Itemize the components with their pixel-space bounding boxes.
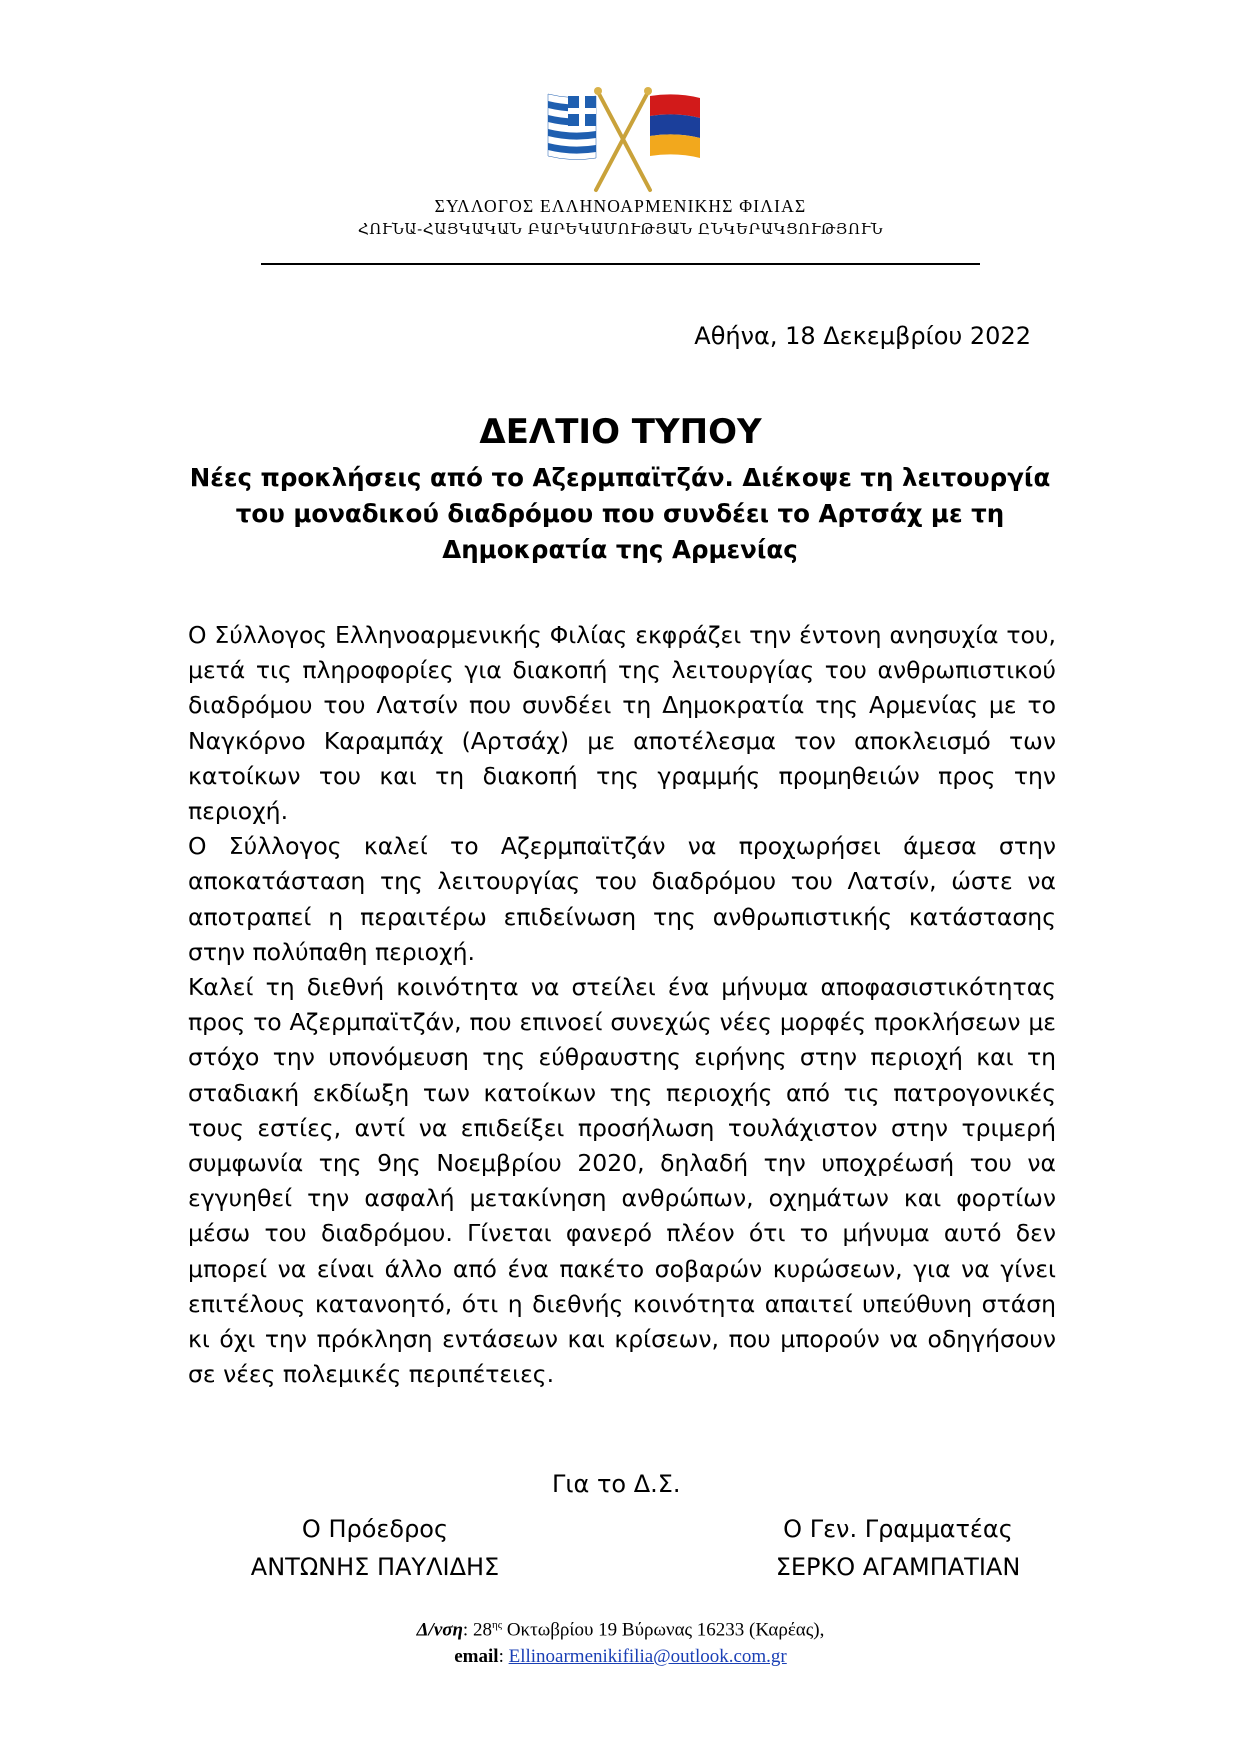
document-title: ΔΕΛΤΙΟ ΤΥΠΟΥ [479,412,762,452]
signature-president [225,1510,525,1586]
body-text [188,618,1056,1392]
address-label: Δ/νση [416,1619,463,1641]
date-line: Αθήνα, 18 Δεκεμβρίου 2022 [694,322,1031,350]
president-role: Ο Πρόεδρος [301,1515,449,1543]
document-subtitle: Νέες προκλήσεις από το Αζερμπαϊτζάν. Διέκοψε τη λειτουργία του μοναδικού διαδρόμου που συνδέει το Αρτσάχ με τη Δημοκρατία της Αρμενίας [189,463,1051,564]
footer-contact [0,1612,1241,1670]
paragraph: Καλεί τη διεθνή κοινότητα να στείλει ένα μήνυμα αποφασιστικότητας προς το Αζερμπαϊτζάν, που επινοεί συνεχώς νέες μορφές προκλήσεων με στόχο την υπονόμευση της εύθραυστης ειρήνης στην περιοχή και τη σταδιακή εκδίωξη των κατοίκων της περιοχής από τις πατρογονικές τους εστίες, αντί να επιδείξει προσήλωση τουλάχιστον στην τριμερή συμφωνία της 9ης Νοεμβρίου 2020, δηλαδή την υποχρέωσή του να εγγυηθεί την ασφαλή μετακίνηση ανθρώπων, οχημάτων και φορτίων μέσω του διαδρόμου. Γίνεται φανερό πλέον ότι το μήνυμα αυτό δεν μπορεί να είναι άλλο από ένα πακέτο σοβαρών κυρώσεων, για να γίνει επιτέλους κατανοητό, ότι η διεθνής κοινότητα απαιτεί υπεύθυνη στάση κι όχι την πρόκληση εντάσεων και κρίσεων, που μπορούν να οδηγήσουν σε νέες πολεμικές περιπέτειες. [188,973,1056,1389]
email-label: email [454,1646,499,1668]
signature-for-board: Για το Δ.Σ. [552,1470,681,1498]
president-name: ΑΝΤΩΝΗΣ ΠΑΥΛΙΔΗΣ [250,1553,500,1581]
greek-flag-icon [548,94,596,160]
armenian-flag-icon [650,94,700,158]
signature-secretary [748,1510,1048,1586]
org-name-armenian: ՀՈՒՆԱ-ՀԱՅԿԱԿԱՆ ԲԱՐԵԿԱՄՈՒԹՅԱՆ ԸՆԿԵՐԱԿՑՈՒԹՅՈՒՆ [357,220,884,238]
org-name-greek: ΣΥΛΛΟΓΟΣ ΕΛΛΗΝΟΑΡΜΕΝΙΚΗΣ ΦΙΛΙΑΣ [434,196,807,216]
greek-armenian-flags-logo [538,84,708,194]
header-divider [261,263,980,265]
footer-email: email: Ellinoarmenikifilia@outlook.com.gr [454,1646,787,1668]
paragraph: Ο Σύλλογος καλεί το Αζερμπαϊτζάν να προχωρήσει άμεσα στην αποκατάσταση της λειτουργίας του διαδρόμου του Λατσίν, ώστε να αποτραπεί η περαιτέρω επιδείνωση της ανθρωπιστικής κατάστασης στην πολύπαθη περιοχή. [188,832,1056,966]
paragraph: Ο Σύλλογος Ελληνοαρμενικής Φιλίας εκφράζει την έντονη ανησυχία του, μετά τις πληροφορίες για διακοπή της λειτουργίας του ανθρωπιστικού διαδρόμου του Λατσίν που συνδέει τη Δημοκρατία της Αρμενίας με το Ναγκόρνο Καραμπάχ (Αρτσάχ) με αποτέλεσμα τον αποκλεισμό των κατοίκων του και τη διακοπή της γραμμής προμηθειών προς την περιοχή. [188,621,1056,826]
footer-address: Δ/νση: $28^{\eta\varsigma}$ Οκτωβρίου 19 Βύρωνας 16233 (Καρέας), [416,1619,825,1641]
email-link[interactable]: Ellinoarmenikifilia@outlook.com.gr [508,1646,787,1668]
secretary-name: ΣΕΡΚΟ ΑΓΑΜΠΑΤΙΑΝ [775,1553,1021,1581]
secretary-role: Ο Γεν. Γραμματέας [783,1515,1013,1543]
